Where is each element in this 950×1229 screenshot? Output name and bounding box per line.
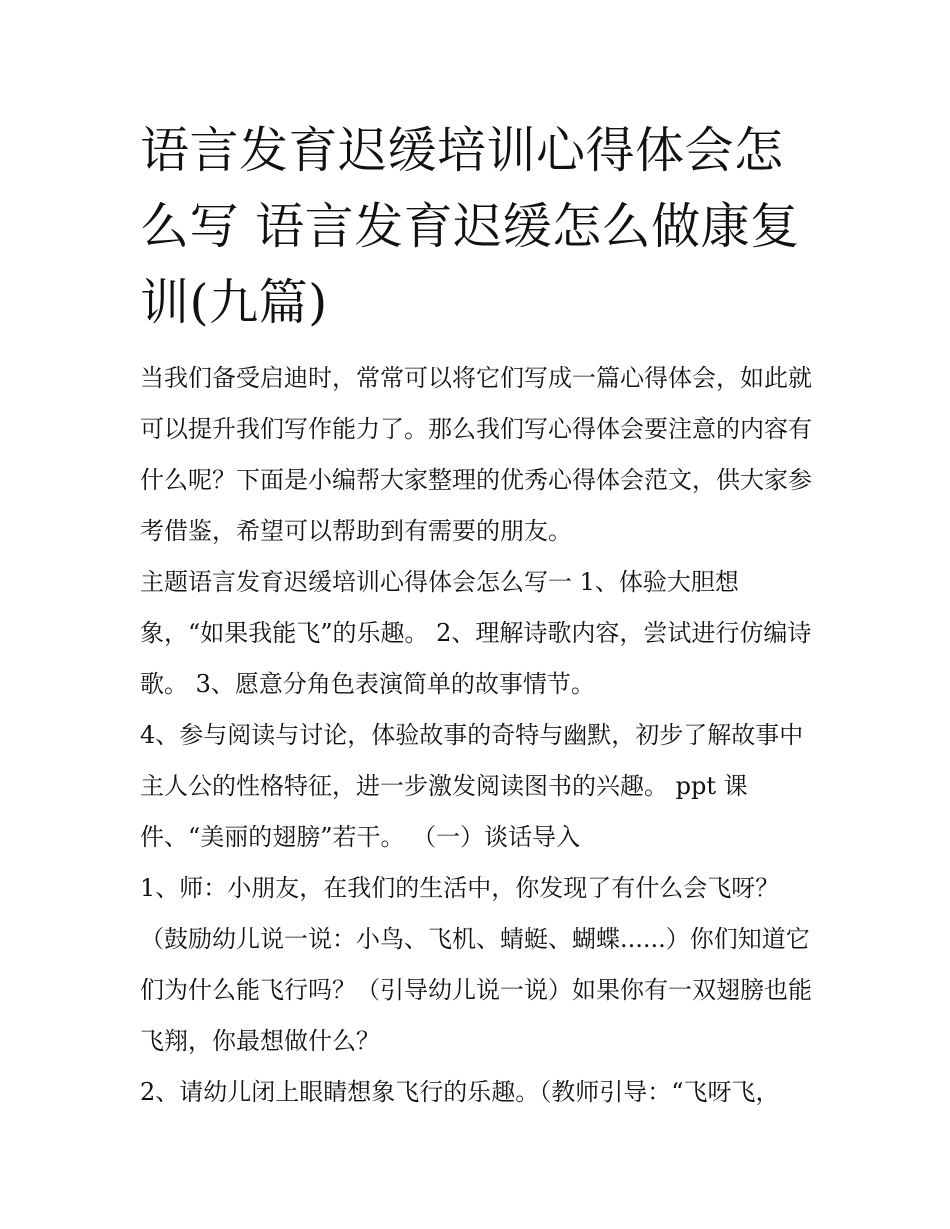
paragraph-intro: 当我们备受启迪时，常常可以将它们写成一篇心得体会，如此就可以提升我们写作能力了。那么我们写心得体会要注意的内容有什么呢？下面是小编帮大家整理的优秀心得体会范文，供大家参考借鉴，希望可以帮助到有需要的朋友。 [140, 364, 812, 545]
paragraph-step-1: 1、师：小朋友，在我们的生活中，你发现了有什么会飞呀？（鼓励幼儿说一说：小鸟、飞机、蜻蜓、蝴蝶......）你们知道它们为什么能飞行吗？（引导幼儿说一说）如果你有一双翅膀也能飞翔，你最想做什么？ [140, 874, 812, 1055]
paragraph-step-2: 2、请幼儿闭上眼睛想象飞行的乐趣。（教师引导：“飞呀飞， [140, 1078, 780, 1106]
document-body [140, 353, 820, 1118]
paragraph-goals: 主题语言发育迟缓培训心得体会怎么写一 1、体验大胆想象，“如果我能飞”的乐趣。 2、理解诗歌内容，尝试进行仿编诗歌。 3、愿意分角色表演简单的故事情节。 [140, 568, 812, 698]
document-title: 语言发育迟缓培训心得体会怎么写 语言发育迟缓怎么做康复训(九篇) [140, 122, 800, 331]
paragraph-reading: 4、参与阅读与讨论，体验故事的奇特与幽默，初步了解故事中主人公的性格特征，进一步激发阅读图书的兴趣。 ppt 课件、“美丽的翅膀”若干。 （一）谈话导入 [140, 721, 804, 851]
